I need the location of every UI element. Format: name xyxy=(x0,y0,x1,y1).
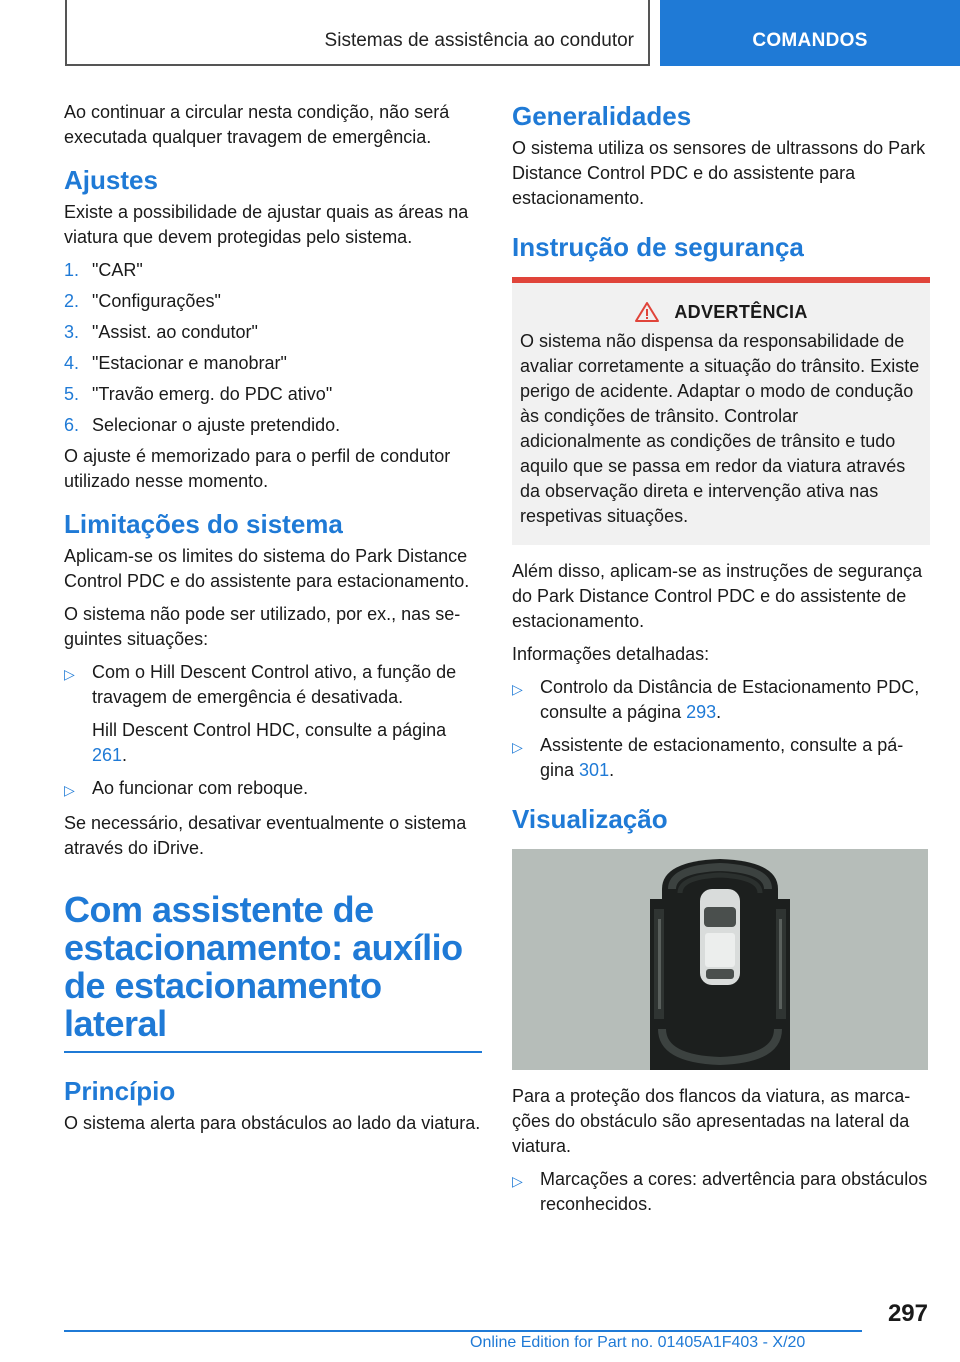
intro-paragraph: Ao continuar a circular nesta condição, não será executada qualquer travagem de emergência. xyxy=(64,102,450,147)
step-text: "Estacionar e manobrar" xyxy=(92,353,287,373)
limitacoes-list xyxy=(64,660,482,803)
step-text: Selecionar o ajuste pretendido. xyxy=(92,415,341,435)
heading-visualizacao: Visualização xyxy=(512,804,668,834)
ajustes-steps xyxy=(64,258,482,438)
bullet-label: Assistente de estacionamento, consulte a página xyxy=(540,735,904,780)
footer-edition: Online Edition for Part no. 01405A1F403 - X/20 xyxy=(470,1334,806,1351)
heading-principio: Princípio xyxy=(64,1076,176,1106)
warning-title xyxy=(520,301,922,323)
generalidades-text: O sistema utiliza os sensores de ultrassons do Park Distance Control PDC e do assistente para estacionamento. xyxy=(512,138,926,208)
step-text: "Assist. ao condutor" xyxy=(92,322,258,342)
page-link-261[interactable]: 261 xyxy=(92,745,123,765)
step-number: 4. xyxy=(64,353,80,373)
bullet-text: Com o Hill Descent Control ativo, a função de travagem de emergência é desativada. xyxy=(92,662,457,707)
step-item xyxy=(64,351,482,376)
section-title: Sistemas de assistência ao condutor xyxy=(65,0,650,66)
warning-box xyxy=(512,277,930,545)
page-link-293[interactable]: 293 xyxy=(686,702,717,722)
step-number: 3. xyxy=(64,322,80,342)
step-number: 6. xyxy=(64,415,80,435)
principio-text: O sistema alerta para obstáculos ao lado da viatura. xyxy=(64,1113,481,1133)
left-column xyxy=(64,100,482,1144)
limitacoes-text-1: Aplicam-se os limites do sistema do Park Distance Control PDC e do assistente para estacionamento. xyxy=(64,546,470,591)
bullet-text: Ao funcionar com reboque. xyxy=(92,778,309,798)
list-item xyxy=(64,776,482,803)
footer-divider xyxy=(64,1330,862,1332)
list-item xyxy=(512,733,930,783)
step-text: "CAR" xyxy=(92,260,143,280)
step-text: "Travão emerg. do PDC ativo" xyxy=(92,384,333,404)
right-column xyxy=(512,100,930,1225)
chapter-tab[interactable]: COMANDOS xyxy=(660,0,960,66)
bullet-label: Controlo da Distância de Estacionamento PDC, consulte a página xyxy=(540,677,920,722)
page-number: 297 xyxy=(887,1300,928,1327)
heading-limitacoes: Limitações do sistema xyxy=(64,509,343,539)
limitacoes-text-3: Se necessário, desativar eventualmente o sistema através do iDrive. xyxy=(64,813,467,858)
triangle-right-icon: ▷ xyxy=(512,739,523,755)
list-item xyxy=(512,675,930,725)
chapter-heading: Com assistente de estacionamento: auxílio de estacionamento lateral xyxy=(64,891,482,1053)
page-link-301[interactable]: 301 xyxy=(579,760,610,780)
seguranca-text-1: Além disso, aplicam-se as instruções de segurança do Park Distance Control PDC e do assistente de estacionamento. xyxy=(512,561,923,631)
bullet-subtext-label: Hill Descent Control HDC, consulte a página xyxy=(92,720,447,740)
heading-generalidades: Generalidades xyxy=(512,101,692,131)
list-item xyxy=(64,660,482,768)
step-item xyxy=(64,382,482,407)
warning-title-text: ADVERTÊNCIA xyxy=(674,301,808,322)
heading-seguranca: Instrução de segurança xyxy=(512,232,804,262)
step-number: 1. xyxy=(64,260,80,280)
bullet-text: Marcações a cores: advertência para obstáculos reconhecidos. xyxy=(540,1169,928,1214)
parking-display-illustration xyxy=(512,849,928,1070)
step-number: 5. xyxy=(64,384,80,404)
car-top-view-graphic xyxy=(512,849,928,1070)
triangle-right-icon: ▷ xyxy=(512,1173,523,1189)
step-item xyxy=(64,289,482,314)
step-text: "Configurações" xyxy=(92,291,221,311)
triangle-right-icon: ▷ xyxy=(512,681,523,697)
seguranca-text-2: Informações detalhadas: xyxy=(512,644,710,664)
heading-ajustes: Ajustes xyxy=(64,165,158,195)
step-item xyxy=(64,320,482,345)
warning-text: O sistema não dispensa da responsabilidade de avaliar corretamente a situação do trânsito. Existe perigo de acidente. Adaptar o modo de condução às condições de trânsito. Controlar adicionalmente as condições de trânsito e tudo aquilo que se passa em redor da viatura através da observação direta e intervenção ativa nas respetivas situações. xyxy=(520,331,920,526)
bullet-subtext: Hill Descent Control HDC, consulte a página 261. xyxy=(92,720,447,765)
triangle-right-icon: ▷ xyxy=(64,782,75,798)
warning-triangle-icon xyxy=(634,301,660,323)
seguranca-list xyxy=(512,675,930,783)
list-item xyxy=(512,1167,930,1217)
triangle-right-icon: ▷ xyxy=(64,666,75,682)
step-item xyxy=(64,258,482,283)
visualizacao-text: Para a proteção dos flancos da viatura, as marcações do obstáculo são apresentadas na lateral da viatura. xyxy=(512,1086,911,1156)
step-number: 2. xyxy=(64,291,80,311)
page-header xyxy=(0,0,960,66)
ajustes-note: O ajuste é memorizado para o perfil de condutor utilizado nesse momento. xyxy=(64,446,451,491)
bullet-text: Controlo da Distância de Estacionamento PDC, consulte a página 293. xyxy=(540,677,920,722)
step-item xyxy=(64,413,482,438)
ajustes-text: Existe a possibilidade de ajustar quais as áreas na viatura que devem protegidas pelo sistema. xyxy=(64,202,469,247)
visualizacao-list xyxy=(512,1167,930,1217)
bullet-text: Assistente de estacionamento, consulte a página 301. xyxy=(540,735,904,780)
limitacoes-text-2: O sistema não pode ser utilizado, por ex., nas seguintes situações: xyxy=(64,604,461,649)
